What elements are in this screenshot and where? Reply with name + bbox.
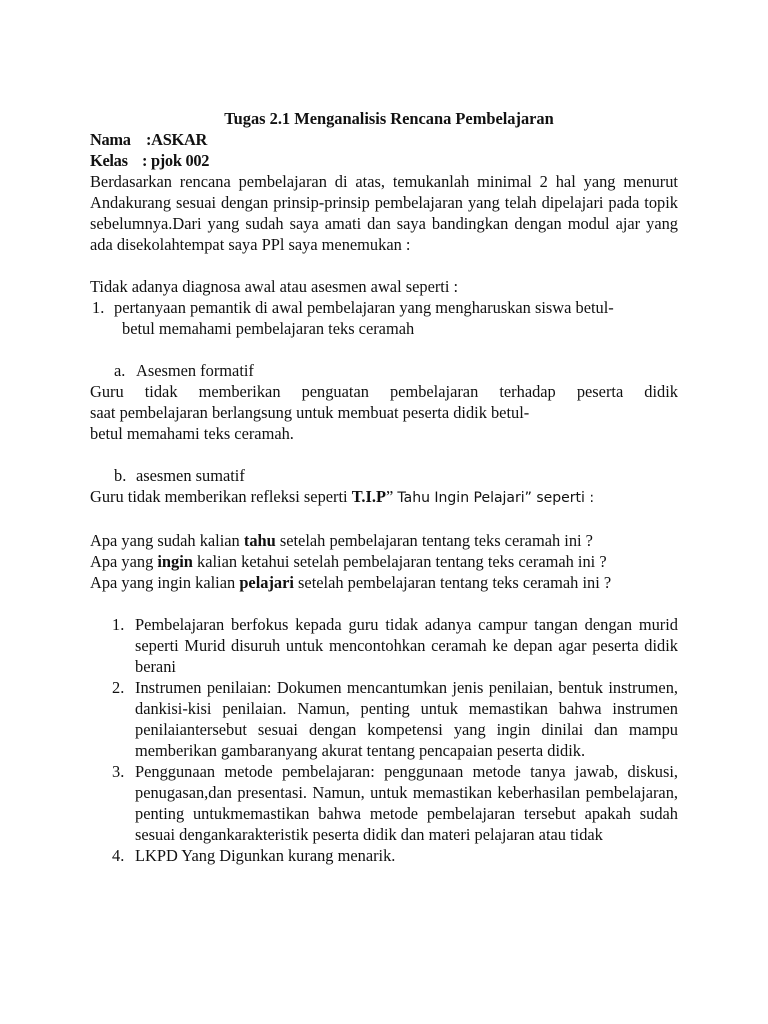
spacer xyxy=(90,444,678,465)
question-line xyxy=(90,572,678,593)
list-text: Pembelajaran berfokus kepada guru tidak adanya campur tangan dengan murid seperti Murid disuruh untuk mencontohkan ceramah ke depan agar peserta didik berani xyxy=(135,615,678,676)
sumatif-text-sans: Tahu Ingin Pelajari” seperti : xyxy=(397,490,595,506)
question-keyword: pelajari xyxy=(239,573,294,592)
question-text: kalian ketahui setelah pembelajaran tentang teks ceramah ini ? xyxy=(192,552,607,571)
subheading-a-label: Asesmen formatif xyxy=(136,361,254,380)
document-page xyxy=(90,108,678,866)
spacer xyxy=(90,593,678,614)
sumatif-text-pre: Guru tidak memberikan refleksi seperti xyxy=(90,487,352,506)
question-line xyxy=(90,551,678,572)
list-number: 2. xyxy=(112,678,125,697)
list-number: 1. xyxy=(112,615,125,634)
list-item xyxy=(112,614,678,677)
list-letter: a. xyxy=(114,361,126,380)
nama-label: Nama xyxy=(90,130,131,149)
question-keyword: tahu xyxy=(243,531,276,550)
document-title: Tugas 2.1 Menganalisis Rencana Pembelajaran xyxy=(224,109,554,128)
formatif-text-line: saat pembelajaran berlangsung untuk membuat peserta didik betul- xyxy=(90,403,530,422)
list-text: Penggunaan metode pembelajaran: penggunaan metode tanya jawab, diskusi, penugasan,dan presentasi. Namun, untuk memastikan keberhasilan pembelajaran, penting untukmemastikan bahwa metode pembelajaran tersebut apakah sudah sesuai dengankarakteristik peserta didik dan materi pelajaran atau tidak xyxy=(135,762,678,844)
nama-line xyxy=(90,129,678,150)
list-text-continuation: betul memahami pembelajaran teks ceramah xyxy=(122,319,415,338)
list-item xyxy=(112,761,678,845)
list-item xyxy=(112,677,678,761)
findings-list xyxy=(90,614,678,866)
list-text: Instrumen penilaian: Dokumen mencantumkan jenis penilaian, bentuk instrumen, dankisi-kisi penilaian. Namun, penting untuk memastikan bahwa instrumen penilaiantersebut sesuai dengan kompetensi yang ingin dinilai dan mampu memberikan gambaranyang akurat tentang pencapaian peserta didik. xyxy=(135,678,678,760)
formatif-text-line: Guru tidak memberikan penguatan pembelajaran terhadap peserta didik xyxy=(90,382,678,401)
question-text: setelah pembelajaran tentang teks ceramah ini ? xyxy=(293,573,612,592)
question-text: setelah pembelajaran tentang teks ceramah ini ? xyxy=(275,531,593,550)
question-text: Apa yang ingin kalian xyxy=(90,573,240,592)
kelas-value: : pjok 002 xyxy=(142,151,210,170)
subheading-a xyxy=(90,360,678,381)
list-letter: b. xyxy=(114,466,127,485)
spacer xyxy=(90,339,678,360)
list-text: pertanyaan pemantik di awal pembelajaran yang mengharuskan siswa betul- xyxy=(114,298,614,317)
sumatif-text xyxy=(90,486,678,509)
question-text: Apa yang xyxy=(90,552,158,571)
spacer xyxy=(90,509,678,530)
list-number: 4. xyxy=(112,846,125,865)
kelas-label: Kelas xyxy=(90,151,128,170)
question-line xyxy=(90,530,678,551)
sumatif-text-mid: ” xyxy=(386,487,398,506)
list-text: LKPD Yang Digunkan kurang menarik. xyxy=(135,846,396,865)
tip-acronym: T.I.P xyxy=(351,487,387,506)
list-item xyxy=(90,297,678,318)
nama-value: :ASKAR xyxy=(146,130,208,149)
formatif-text-line: betul memahami teks ceramah. xyxy=(90,424,294,443)
question-text: Apa yang sudah kalian xyxy=(90,531,244,550)
diagnosa-text: Tidak adanya diagnosa awal atau asesmen awal seperti : xyxy=(90,277,459,296)
subheading-b xyxy=(90,465,678,486)
question-keyword: ingin xyxy=(157,552,193,571)
list-number: 3. xyxy=(112,762,125,781)
intro-paragraph: Berdasarkan rencana pembelajaran di atas, temukanlah minimal 2 hal yang menurut Andakurang sesuai dengan prinsip-prinsip pembelajaran yang telah dipelajari pada topik sebelumnya.Dari yang sudah saya amati dan saya bandingkan dengan modul ajar yang ada disekolahtempat saya PPl saya menemukan : xyxy=(90,172,678,254)
subheading-b-label: asesmen sumatif xyxy=(136,466,245,485)
list-item xyxy=(112,845,678,866)
spacer xyxy=(90,255,678,276)
kelas-line xyxy=(90,150,678,171)
list-number: 1. xyxy=(92,298,105,317)
